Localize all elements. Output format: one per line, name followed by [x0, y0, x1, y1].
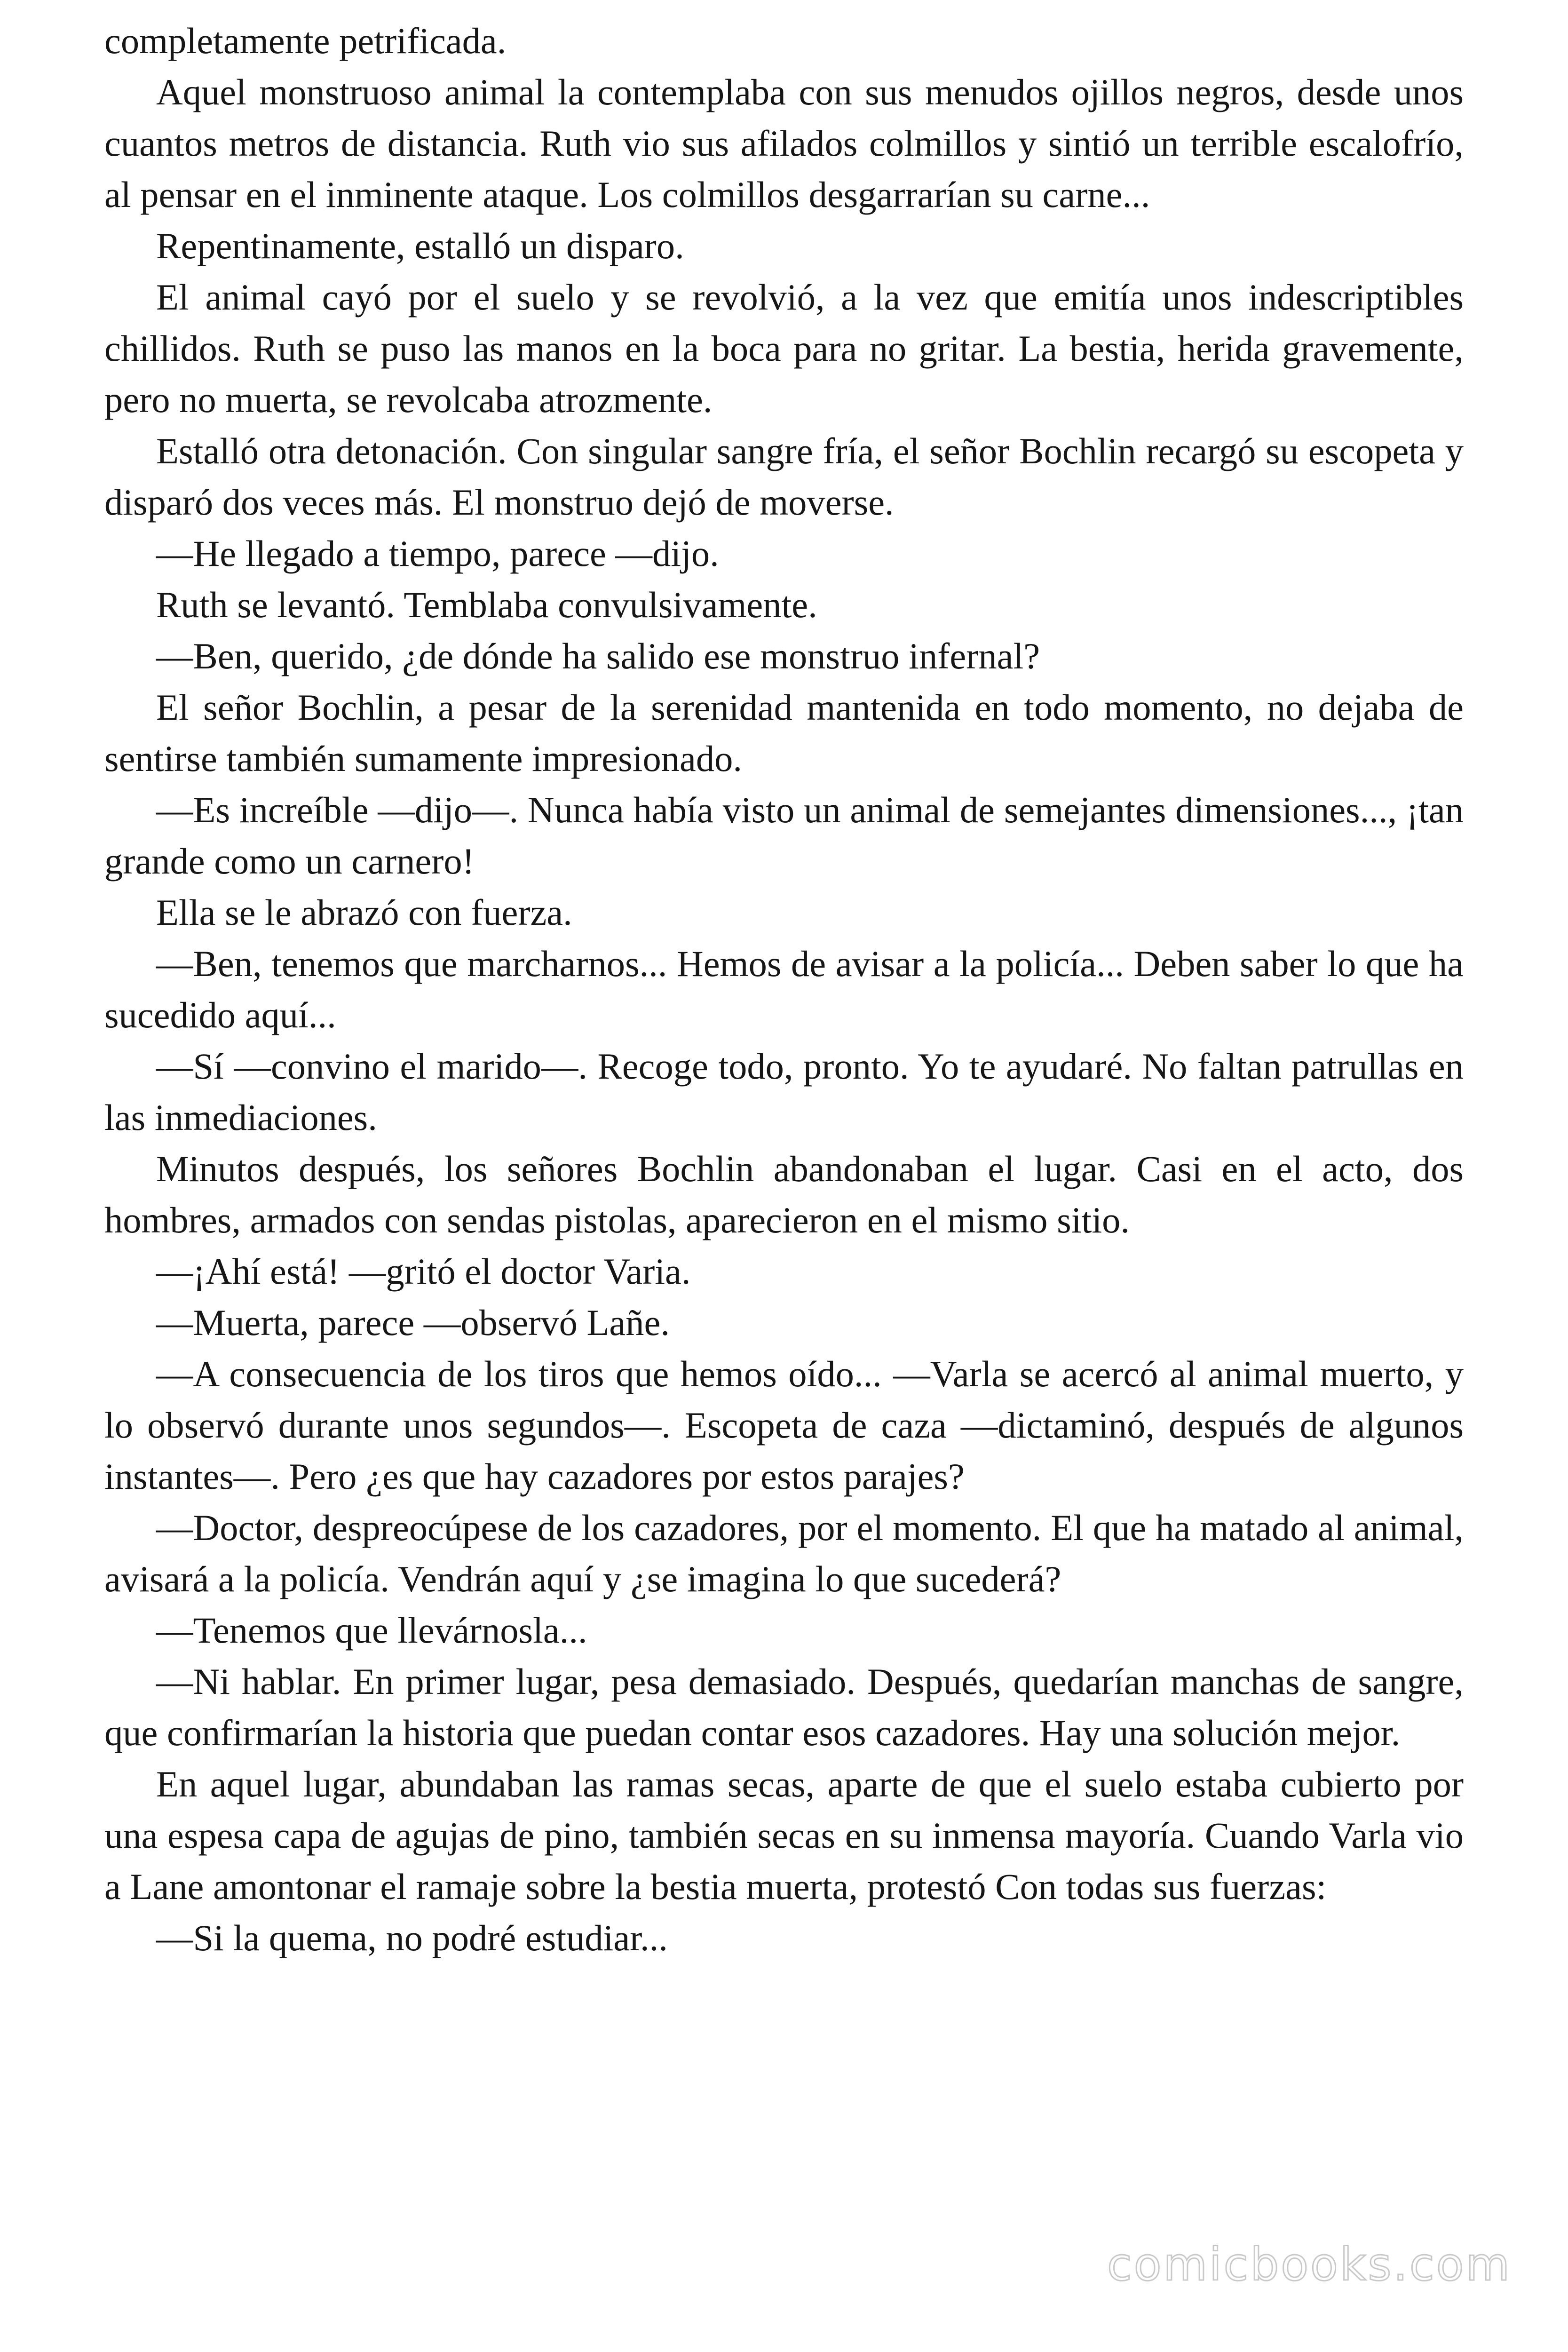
paragraph: —Ni hablar. En primer lugar, pesa demasiado. Después, quedarían manchas de sangre, que confirmarían la historia que puedan contar esos cazadores. Hay una solución mejor. [104, 1661, 1464, 1753]
paragraph: —Si la quema, no podré estudiar... [156, 1917, 668, 1958]
paragraph: —He llegado a tiempo, parece —dijo. [156, 533, 719, 574]
paragraph: —Muerta, parece —observó Lañe. [156, 1302, 670, 1343]
paragraph: —A consecuencia de los tiros que hemos oído... —Varla se acercó al animal muerto, y lo observó durante unos segundos—. Escopeta de caza —dictaminó, después de algunos instantes—. Pero ¿es que hay cazadores por estos parajes? [104, 1353, 1464, 1497]
paragraph: Estalló otra detonación. Con singular sangre fría, el señor Bochlin recargó su escopeta y disparó dos veces más. El monstruo dejó de moverse. [104, 430, 1464, 523]
paragraph: —Doctor, despreocúpese de los cazadores, por el momento. El que ha matado al animal, avisará a la policía. Vendrán aquí y ¿se imagina lo que sucederá? [104, 1507, 1464, 1599]
paragraph: Repentinamente, estalló un disparo. [156, 225, 684, 266]
paragraph: —Sí —convino el marido—. Recoge todo, pronto. Yo te ayudaré. No faltan patrullas en las inmediaciones. [104, 1046, 1464, 1138]
paragraph: —Tenemos que llevárnosla... [156, 1610, 587, 1651]
paragraph: —Ben, querido, ¿de dónde ha salido ese monstruo infernal? [156, 636, 1040, 676]
paragraph: El señor Bochlin, a pesar de la serenidad mantenida en todo momento, no dejaba de sentirse también sumamente impresionado. [104, 687, 1464, 779]
paragraph: Aquel monstruoso animal la contemplaba con sus menudos ojillos negros, desde unos cuantos metros de distancia. Ruth vio sus afilados colmillos y sintió un terrible escalofrío, al pensar en el inminente ataque. Los colmillos desgarrarían su carne... [104, 72, 1464, 215]
paragraph: —Ben, tenemos que marcharnos... Hemos de avisar a la policía... Deben saber lo que ha sucedido aquí... [104, 943, 1464, 1035]
document-page [104, 15, 1464, 1963]
paragraph: —¡Ahí está! —gritó el doctor Varia. [156, 1251, 691, 1292]
paragraph: En aquel lugar, abundaban las ramas secas, aparte de que el suelo estaba cubierto por una espesa capa de agujas de pino, también secas en su inmensa mayoría. Cuando Varla vio a Lane amontonar el ramaje sobre la bestia muerta, protestó Con todas sus fuerzas: [104, 1764, 1464, 1907]
paragraph: completamente petrificada. [104, 20, 507, 61]
paragraph: Ruth se levantó. Temblaba convulsivamente. [156, 584, 817, 625]
paragraph: Minutos después, los señores Bochlin abandonaban el lugar. Casi en el acto, dos hombres, armados con sendas pistolas, aparecieron en el mismo sitio. [104, 1148, 1464, 1240]
paragraph: —Es increíble —dijo—. Nunca había visto un animal de semejantes dimensiones..., ¡tan grande como un carnero! [104, 789, 1464, 882]
paragraph: Ella se le abrazó con fuerza. [156, 892, 572, 933]
paragraph: El animal cayó por el suelo y se revolvió, a la vez que emitía unos indescriptibles chillidos. Ruth se puso las manos en la boca para no gritar. La bestia, herida gravemente, pero no muerta, se revolcaba atrozmente. [104, 277, 1464, 420]
watermark-text: comicbooks.com [1107, 2238, 1512, 2291]
